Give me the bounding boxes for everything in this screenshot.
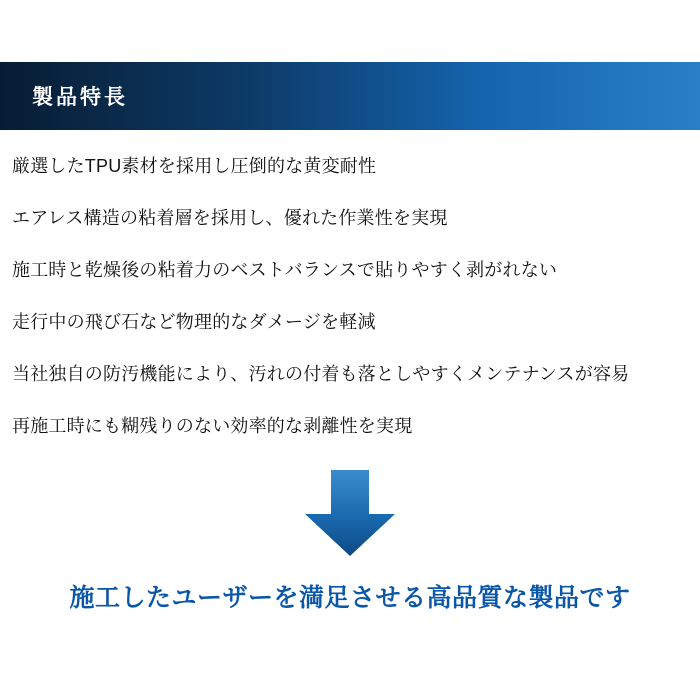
page-title: 製品特長 <box>32 86 128 109</box>
list-item: 当社独自の防汚機能により、汚れの付着も落としやすくメンテナンスが容易 <box>12 364 630 384</box>
arrow-container <box>0 470 700 556</box>
section-header-band <box>0 62 700 130</box>
list-item: 厳選したTPU素材を採用し圧倒的な黄変耐性 <box>12 156 377 176</box>
list-item: 走行中の飛び石など物理的なダメージを軽減 <box>12 312 376 332</box>
conclusion-text: 施工したユーザーを満足させる高品質な製品です <box>69 584 631 612</box>
list-item: 施工時と乾燥後の粘着力のベストバランスで貼りやすく剥がれない <box>12 260 558 280</box>
list-item: エアレス構造の粘着層を採用し、優れた作業性を実現 <box>12 208 448 228</box>
bottom-spacer <box>0 686 700 700</box>
list-item: 再施工時にも糊残りのない効率的な剥離性を実現 <box>12 416 413 436</box>
down-arrow-icon <box>302 470 398 556</box>
feature-list <box>0 140 700 452</box>
conclusion-row <box>0 578 700 614</box>
